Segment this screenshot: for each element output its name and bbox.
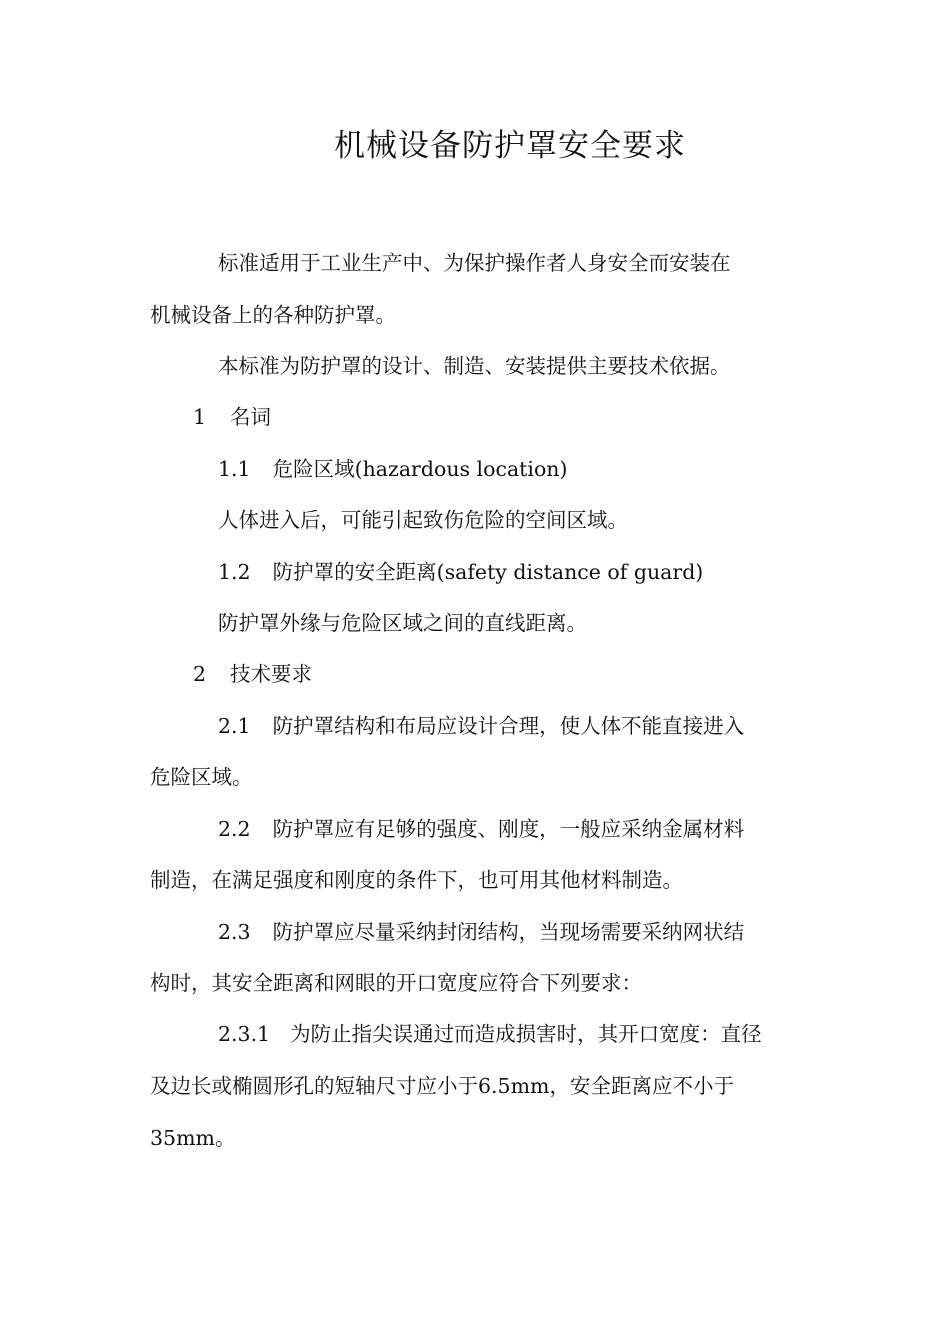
item-title: 防护罩的安全距离(safety distance of guard) [272, 560, 704, 584]
item-text: 防护罩应尽量采纳封闭结构，当现场需要采纳网状结 [272, 920, 745, 944]
section-number: 2 [193, 662, 207, 686]
item-text: 为防止指尖误通过而造成损害时，其开口宽度：直径 [290, 1022, 762, 1046]
item-2-3-line-2: 构时，其安全距离和网眼的开口宽度应符合下列要求： [150, 971, 642, 995]
item-2-1-line-2: 危险区域。 [150, 765, 253, 789]
section-number: 1 [193, 405, 207, 429]
item-2-3-1-line-2: 及边长或椭圆形孔的短轴尺寸应小于6.5mm，安全距离应不小于 [150, 1074, 734, 1098]
document-title: 机械设备防护罩安全要求 [334, 128, 686, 164]
item-text: 防护罩结构和布局应设计合理，使人体不能直接进入 [272, 714, 745, 738]
item-1-1-heading [218, 459, 568, 480]
item-2-3-line-1 [218, 922, 744, 943]
section-title: 技术要求 [230, 662, 313, 686]
intro-line-3: 本标准为防护罩的设计、制造、安装提供主要技术依据。 [218, 354, 731, 378]
item-number: 2.1 [218, 714, 251, 738]
item-number: 1.2 [218, 560, 251, 584]
item-2-2-line-2: 制造，在满足强度和刚度的条件下，也可用其他材料制造。 [150, 868, 683, 892]
item-title: 危险区域(hazardous location) [272, 457, 568, 481]
item-number: 2.2 [218, 817, 251, 841]
item-1-2-text: 防护罩外缘与危险区域之间的直线距离。 [218, 611, 587, 635]
item-1-2-heading [218, 562, 703, 583]
section-2-heading [193, 664, 312, 685]
item-number: 2.3.1 [218, 1022, 271, 1046]
item-2-1-line-1 [218, 716, 744, 737]
item-2-2-line-1 [218, 819, 744, 840]
section-title: 名词 [230, 405, 272, 429]
item-2-3-1-line-1 [218, 1024, 762, 1045]
intro-line-1: 标准适用于工业生产中、为保护操作者人身安全而安装在 [218, 251, 731, 275]
item-number: 2.3 [218, 920, 251, 944]
item-number: 1.1 [218, 457, 251, 481]
item-1-1-text: 人体进入后，可能引起致伤危险的空间区域。 [218, 508, 628, 532]
section-1-heading [193, 407, 271, 428]
item-2-3-1-line-3: 35mm。 [150, 1126, 236, 1150]
item-text: 防护罩应有足够的强度、刚度，一般应采纳金属材料 [272, 817, 745, 841]
intro-line-2: 机械设备上的各种防护罩。 [150, 303, 396, 327]
